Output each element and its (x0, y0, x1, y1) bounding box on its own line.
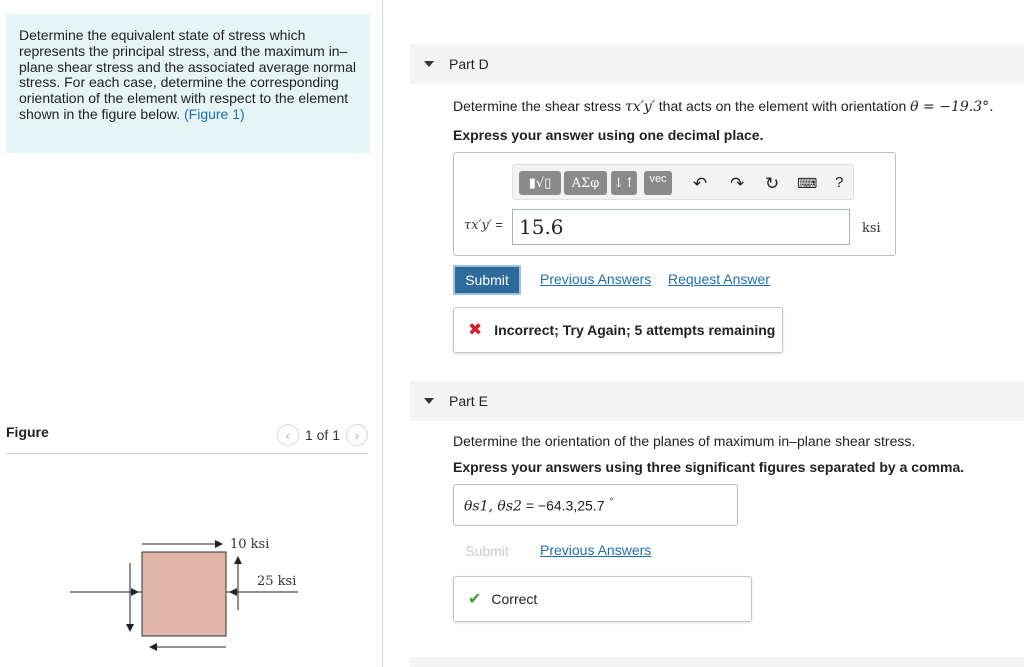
part-d-feedback (453, 307, 783, 353)
part-e-feedback-text: Correct (491, 591, 538, 607)
next-figure-icon[interactable]: › (346, 424, 368, 446)
stress-element-figure (60, 525, 310, 667)
prev-figure-icon[interactable]: ‹ (277, 424, 299, 446)
part-e-previous-answers-link[interactable]: Previous Answers (540, 542, 652, 558)
problem-statement (6, 14, 370, 153)
figure-link[interactable]: (Figure 1) (184, 105, 245, 122)
vec-button[interactable]: vec (644, 171, 672, 195)
pager-text: 1 of 1 (304, 427, 340, 443)
answer-variable-label: τx′y′ = (464, 217, 503, 233)
unit-label: ksi (862, 221, 881, 236)
part-d-feedback-text: Incorrect; Try Again; 5 attempts remaining (494, 322, 776, 338)
collapse-triangle-icon[interactable] (424, 61, 434, 67)
part-d-instructions: Express your answer using one decimal place. (453, 127, 764, 143)
incorrect-x-icon: ✖ (468, 320, 483, 339)
part-e-answer-value: −64.3,25.7 (537, 497, 605, 514)
help-button[interactable]: ? (835, 174, 844, 191)
part-e-answer-box (453, 484, 738, 526)
degree-unit: ° (609, 497, 614, 508)
label-25ksi: 25 ksi (257, 574, 297, 589)
part-f-header-partial[interactable] (410, 657, 1024, 667)
figure-pager (277, 424, 368, 446)
part-e-submit-button: Submit (465, 543, 509, 559)
part-e-answer: θs1, θs2 = −64.3,25.7 ° (464, 497, 614, 515)
part-e-header[interactable] (410, 381, 1024, 421)
reset-icon[interactable]: ↻ (765, 174, 780, 193)
part-d-question: Determine the shear stress τx′y′ that acts on the element with orientation θ = −19.3°. (453, 98, 994, 115)
part-d-label: Part D (449, 56, 489, 72)
part-d-answer-box (453, 152, 896, 256)
shear-stress-input[interactable]: 15.6 (512, 209, 850, 245)
greek-button[interactable]: ΑΣφ (564, 171, 607, 195)
part-d-submit-button[interactable]: Submit (453, 265, 521, 295)
problem-text: Determine the equivalent state of stress which represents the principal stress, and the maximum in–plane shear stress and the associated average normal stress. For each case, determine the corresponding orientation of the element with respect to the element shown in the figure below. (19, 27, 356, 122)
part-e-feedback (453, 576, 752, 622)
correct-check-icon: ✔ (468, 591, 482, 608)
part-d-previous-answers-link[interactable]: Previous Answers (540, 271, 652, 287)
part-e-question: Determine the orientation of the planes of maximum in–plane shear stress. (453, 433, 916, 449)
undo-icon[interactable]: ↶ (693, 174, 708, 193)
collapse-triangle-icon[interactable] (424, 398, 434, 404)
templates-button[interactable]: ▮√▯ (519, 171, 561, 195)
math-toolbar (512, 164, 854, 200)
figure-header (6, 420, 368, 454)
part-e-label: Part E (449, 393, 488, 409)
stress-element (142, 552, 226, 636)
figure-title: Figure (6, 424, 49, 440)
keyboard-icon[interactable]: ⌨ (797, 175, 818, 191)
theta-value: θ = −19.3°. (910, 99, 994, 115)
left-panel (0, 0, 383, 667)
redo-icon[interactable]: ↷ (730, 174, 745, 193)
theta-s-label: θs1, θs2 (464, 498, 522, 515)
part-e-instructions: Express your answers using three significant figures separated by a comma. (453, 459, 965, 475)
right-panel (383, 0, 1024, 667)
label-10ksi: 10 ksi (230, 537, 270, 552)
arrows-button[interactable]: ↓↑ (611, 171, 637, 195)
part-d-header[interactable] (410, 44, 1024, 84)
request-answer-link[interactable]: Request Answer (668, 271, 770, 287)
tau-symbol: τx′y′ (624, 99, 655, 115)
